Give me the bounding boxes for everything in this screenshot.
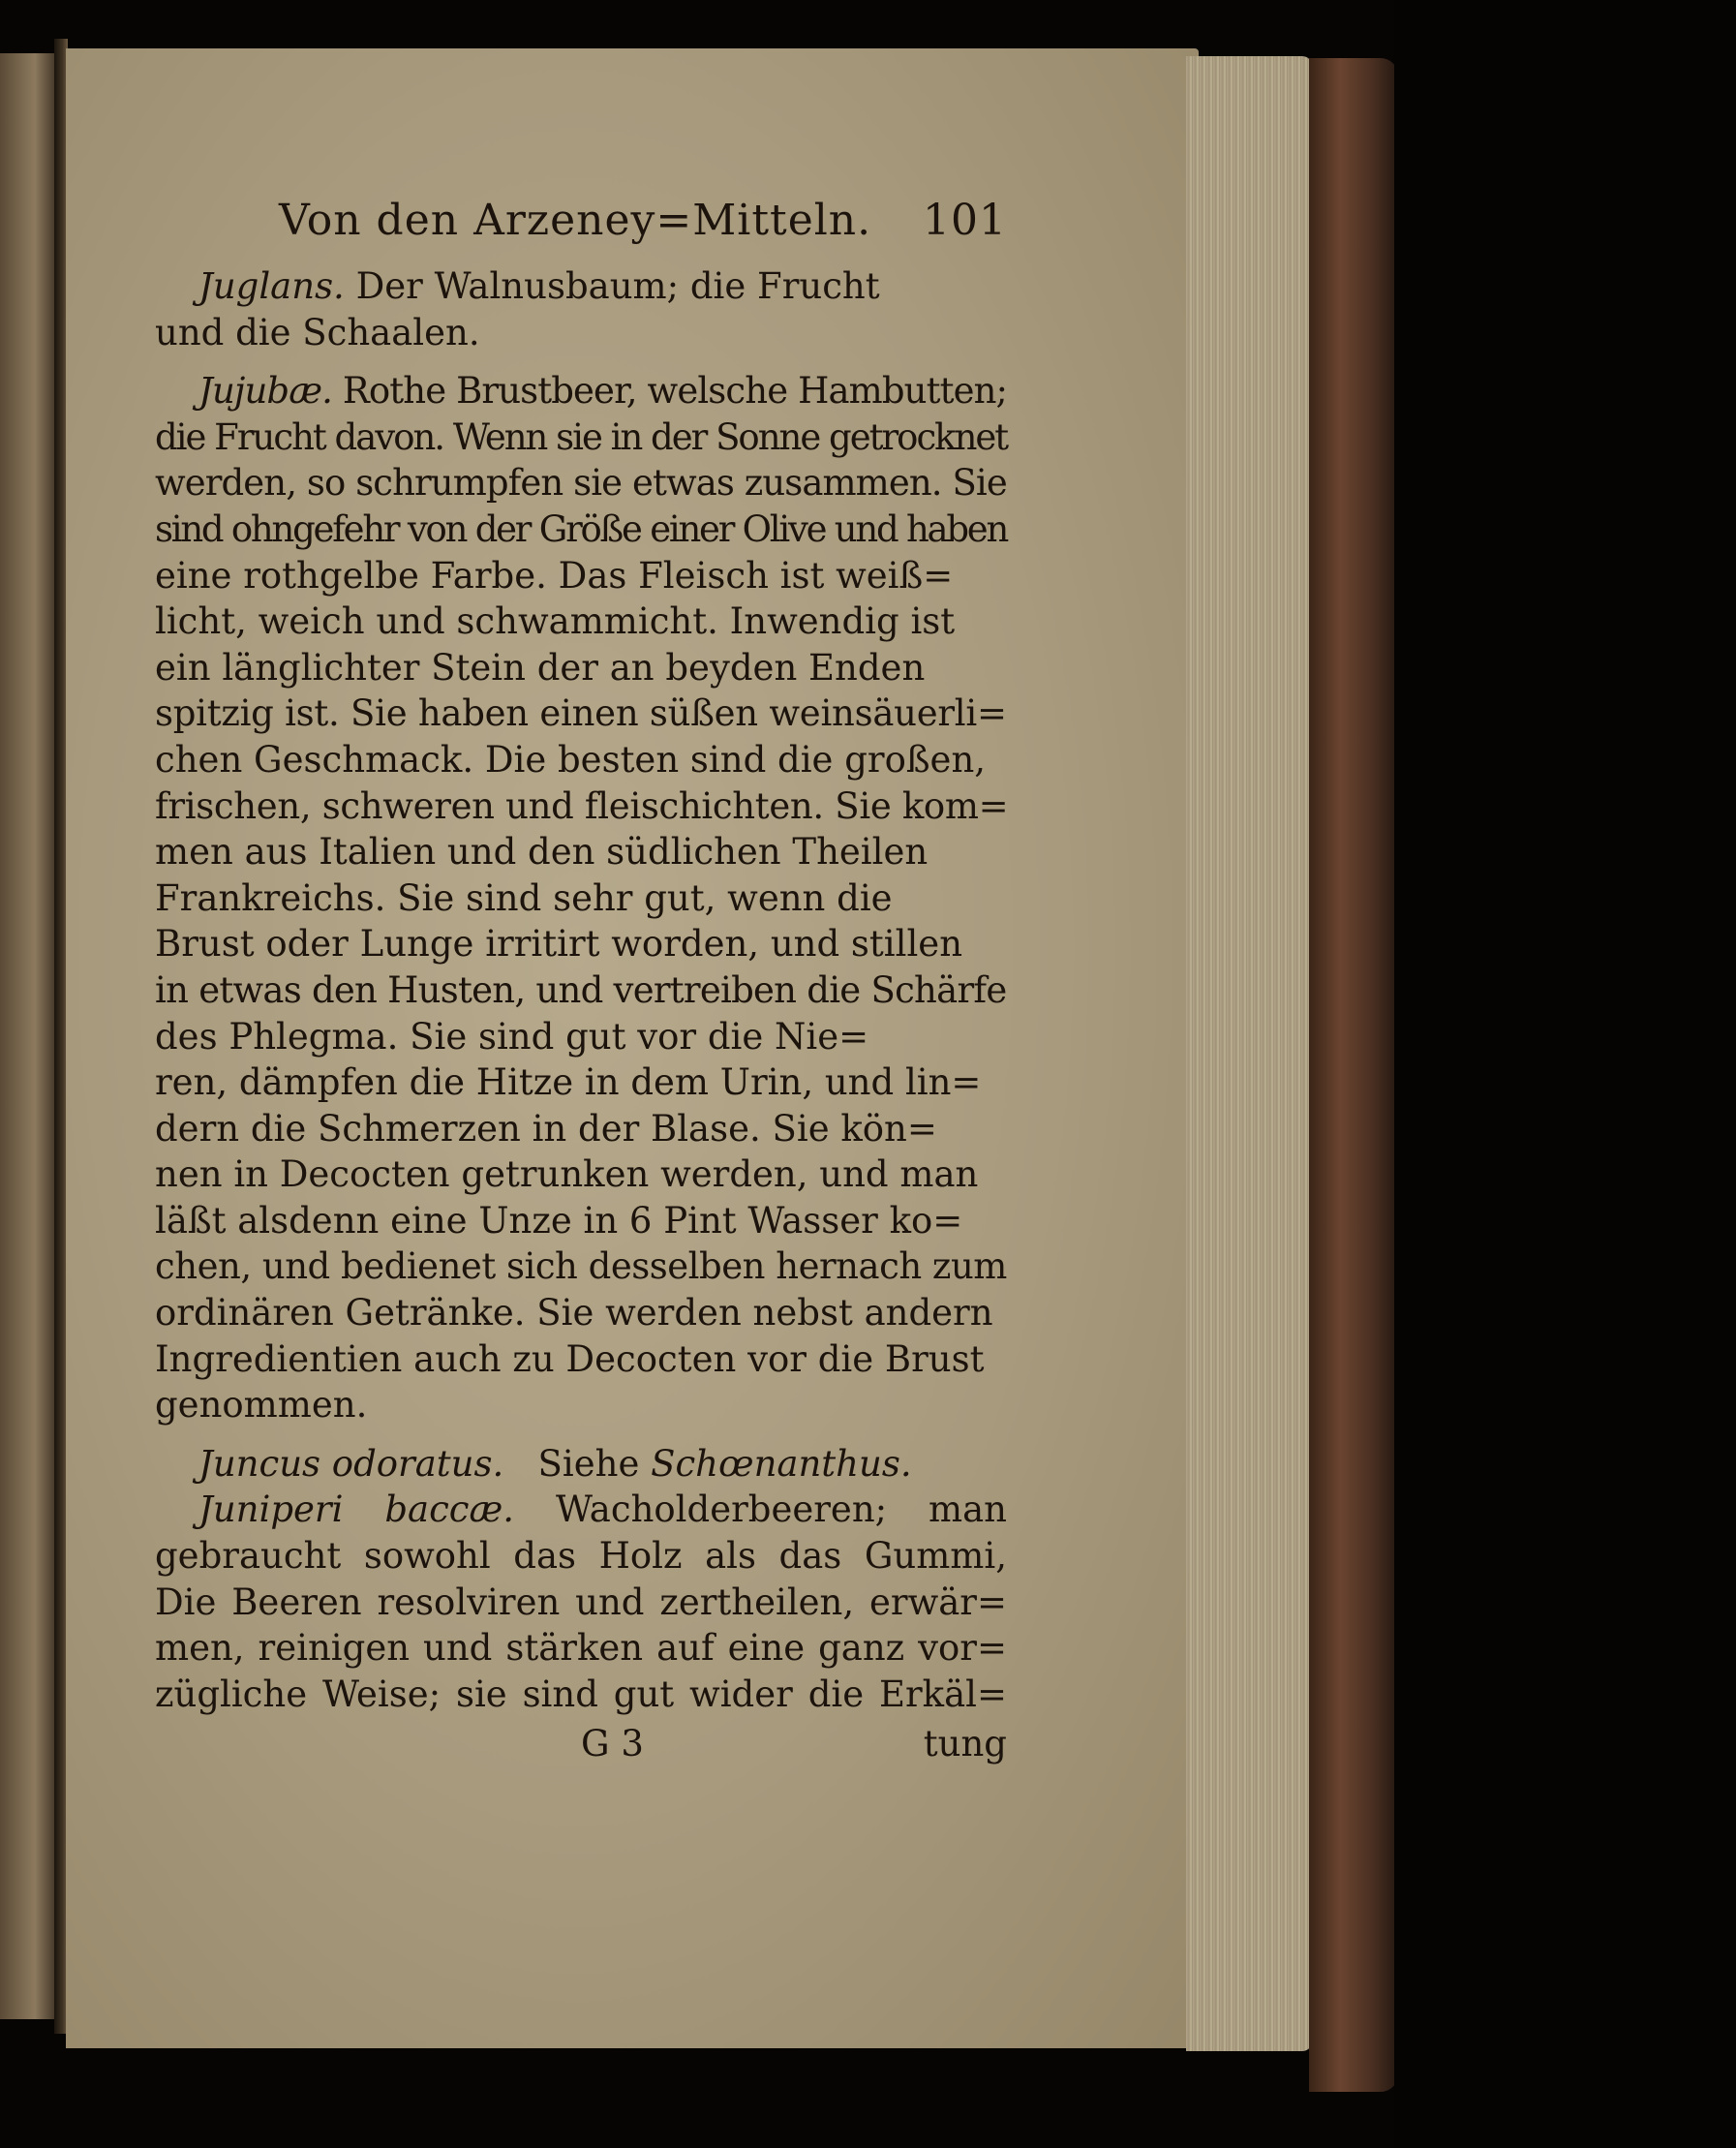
see-reference-term: Schœnanthus. (651, 1442, 912, 1485)
entry-text: Wacholderbeeren; man (555, 1488, 1007, 1531)
entry-line: zügliche Weise; sie sind gut wider die Erkäl= (155, 1672, 1007, 1715)
catchword: tung (923, 1723, 1007, 1765)
page-block-edges (1186, 56, 1312, 2051)
book-cover-edge (1309, 58, 1398, 2092)
entry-line: Frankreichs. Sie sind sehr gut, wenn die (155, 876, 893, 919)
entry-line: eine rothgelbe Farbe. Das Fleisch ist weiß= (155, 554, 954, 597)
entry-line: men, reinigen und stärken auf eine ganz vor= (155, 1627, 1007, 1670)
entry-line: Brust oder Lunge irritirt worden, und stillen (155, 923, 963, 966)
entry-line: ordinären Getränke. Sie werden nebst andern (155, 1292, 993, 1335)
entry-line: dern die Schmerzen in der Blase. Sie kön= (155, 1107, 937, 1150)
entry-line: ren, dämpfen die Hitze in dem Urin, und lin= (155, 1061, 982, 1104)
entry-term: Jujubæ. (198, 370, 333, 413)
entry-jujubae (155, 368, 1007, 1428)
entry-line: die Frucht davon. Wenn sie in der Sonne getrocknet (155, 415, 1008, 458)
entry-line (155, 263, 1007, 310)
entry-juniperi-baccae (155, 1487, 1007, 1717)
scan-background (1394, 0, 1736, 2148)
page-footer (155, 1721, 1007, 1769)
entry-term: Juncus odoratus. (198, 1442, 504, 1485)
entry-line: Die Beeren resolviren und zertheilen, erwär= (155, 1580, 1007, 1623)
entry-term: Juniperi baccæ. (198, 1488, 515, 1531)
entry-line: des Phlegma. Sie sind gut vor die Nie= (155, 1015, 869, 1058)
entry-line: Ingredientien auch zu Decocten vor die Brust (155, 1337, 985, 1380)
entry-line: werden, so schrumpfen sie etwas zusammen. Sie (155, 462, 1007, 505)
page-text (155, 194, 1007, 1769)
entry-line: in etwas den Husten, und vertreiben die Schärfe (155, 968, 1007, 1011)
entry-line (155, 1441, 1007, 1488)
entry-text: Rothe Brustbeer, welsche Hambutten; (342, 370, 1008, 413)
entry-line: sind ohngefehr von der Größe einer Olive und haben (155, 507, 1008, 550)
entry-juncus-odoratus (155, 1441, 1007, 1488)
see-reference-label: Siehe (537, 1442, 640, 1485)
entry-juglans (155, 263, 1007, 355)
entry-line (155, 368, 1007, 414)
entry-line: ein länglichter Stein der an beyden Enden (155, 646, 926, 689)
entry-line: frischen, schweren und fleischichten. Sie kom= (155, 784, 1009, 827)
signature-mark: G 3 (581, 1723, 644, 1765)
entry-text: Der Walnusbaum; die Frucht (355, 265, 880, 307)
entry-line: men aus Italien und den südlichen Theilen (155, 831, 929, 874)
running-header (155, 194, 1007, 263)
entry-line: licht, weich und schwammicht. Inwendig ist (155, 600, 956, 643)
entry-line: gebraucht sowohl das Holz als das Gummi, (155, 1535, 1007, 1578)
entry-line: chen, und bedienet sich desselben hernach zum (155, 1245, 1007, 1288)
entry-line: genommen. (155, 1384, 368, 1427)
entry-line: spitzig ist. Sie haben einen süßen weinsäuerli= (155, 692, 1007, 735)
left-page-edge (0, 53, 58, 2019)
running-title: Von den Arzeney=Mitteln. (279, 196, 872, 245)
entry-line: nen in Decocten getrunken werden, und man (155, 1153, 979, 1196)
entry-line: chen Geschmack. Die besten sind die großen, (155, 738, 987, 781)
entry-line: läßt alsdenn eine Unze in 6 Pint Wasser ko= (155, 1199, 963, 1242)
entry-line (155, 1487, 1007, 1533)
entry-line: und die Schaalen. (155, 311, 480, 353)
entry-term: Juglans. (198, 265, 345, 307)
page-number: 101 (923, 196, 1007, 245)
